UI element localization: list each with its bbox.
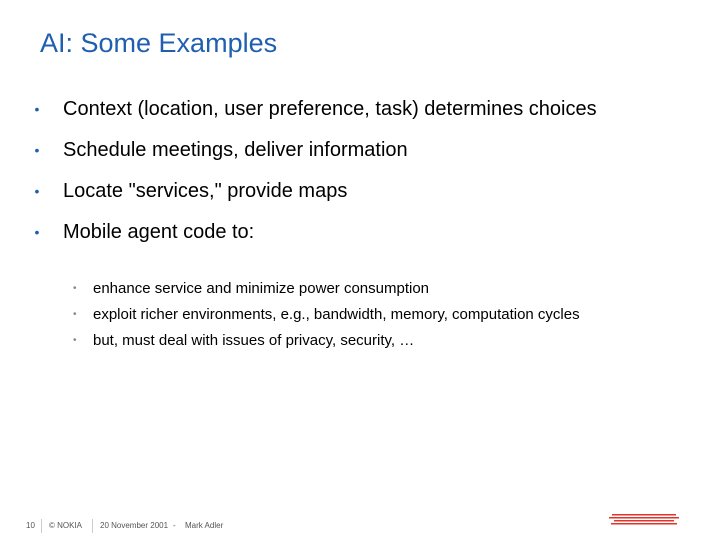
- footer-separator: -: [173, 521, 176, 530]
- sub-bullet-dot-icon: •: [73, 309, 77, 320]
- bullet-dot-icon: •: [34, 142, 40, 158]
- slide-title: AI: Some Examples: [40, 28, 278, 58]
- footer-divider: [41, 519, 42, 533]
- bullet-dot-icon: •: [34, 224, 40, 240]
- sub-bullet-dot-icon: •: [73, 283, 77, 294]
- sub-bullet-text: exploit richer environments, e.g., bandwidth, memory, computation cycles: [93, 306, 580, 323]
- sub-bullet-dot-icon: •: [73, 335, 77, 346]
- bullet-item: [30, 178, 690, 204]
- bullet-item: [30, 96, 690, 122]
- bullet-text: Locate "services," provide maps: [63, 180, 348, 202]
- sub-bullet-text: but, must deal with issues of privacy, security, …: [93, 332, 415, 349]
- bullet-item: [30, 219, 690, 245]
- sub-bullet-list: [63, 276, 703, 354]
- sub-bullet-item: [63, 276, 703, 302]
- footer-divider: [92, 519, 93, 533]
- bullet-dot-icon: •: [34, 183, 40, 199]
- sub-bullet-item: [63, 302, 703, 328]
- bullet-text: Context (location, user preference, task) determines choices: [63, 98, 597, 120]
- bullet-list: [30, 96, 690, 260]
- bullet-text: Schedule meetings, deliver information: [63, 139, 408, 161]
- page-number: 10: [26, 521, 35, 530]
- bullet-text: Mobile agent code to:: [63, 221, 255, 243]
- sub-bullet-text: enhance service and minimize power consumption: [93, 280, 430, 297]
- footer-date: 20 November 2001: [100, 521, 169, 530]
- company-logo-icon: [608, 513, 680, 527]
- copyright-notice: © NOKIA: [49, 521, 83, 530]
- bullet-dot-icon: •: [34, 101, 40, 117]
- sub-bullet-item: [63, 328, 703, 354]
- footer-author: Mark Adler: [185, 521, 224, 530]
- bullet-item: [30, 137, 690, 163]
